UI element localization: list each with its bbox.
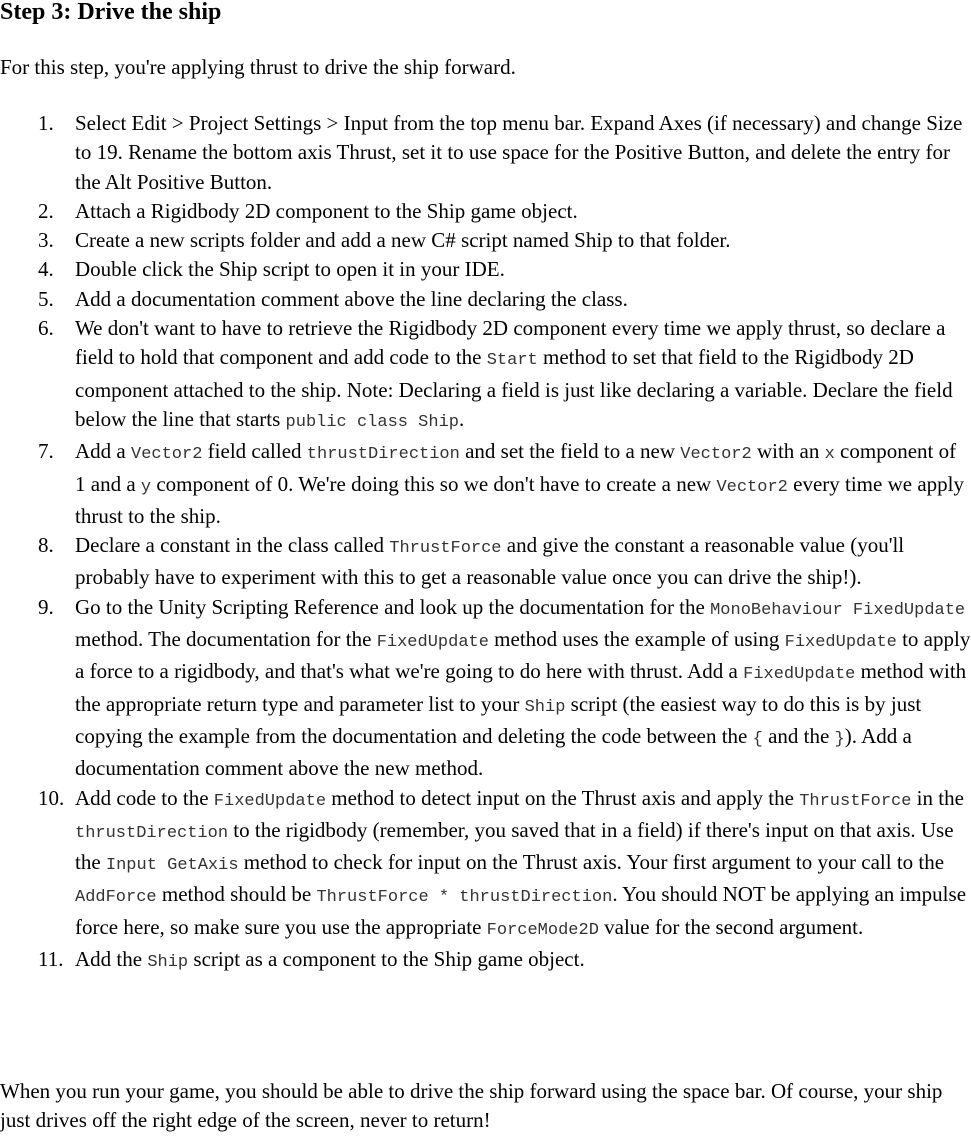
step-heading: Step 3: Drive the ship	[0, 0, 222, 25]
list-item	[0, 285, 971, 314]
inline-code: MonoBehaviour FixedUpdate	[710, 600, 966, 620]
list-item-number: 2.	[38, 198, 54, 223]
list-item-text	[75, 437, 971, 531]
inline-code: ThrustForce	[389, 539, 502, 559]
text-run: Create a new scripts folder and add a new C# script named Ship to that folder.	[75, 228, 731, 253]
list-item-number: 1.	[38, 111, 54, 135]
text-run: method to detect input on the Thrust axis and apply the	[326, 785, 800, 810]
text-run: We don't want to have to retrieve the Rigidbody 2D component every time we apply thrust, so declare a field to hold that component and add code to the	[75, 316, 946, 370]
inline-code: {	[752, 729, 763, 749]
list-item-number: 9.	[38, 594, 54, 619]
text-run: component of 1 and a	[75, 439, 957, 496]
list-item	[0, 945, 971, 977]
list-item-number: 8.	[38, 533, 54, 558]
list-item-number: 10.	[38, 785, 65, 810]
text-run: field called	[202, 439, 307, 464]
list-item-text	[75, 285, 971, 314]
list-item	[0, 255, 971, 284]
inline-code: Vector2	[716, 477, 788, 497]
text-run: Add code to the	[75, 785, 214, 810]
text-run: Add the	[75, 947, 148, 972]
list-item	[0, 531, 971, 593]
list-item-number: 11.	[38, 947, 64, 972]
inline-code: Vector2	[131, 445, 203, 465]
list-item-text	[75, 109, 971, 197]
list-item-number: 6.	[38, 316, 54, 341]
inline-code: x	[824, 445, 835, 465]
text-run: method uses the example of using	[488, 627, 785, 652]
inline-code: Ship	[147, 953, 189, 973]
list-item	[0, 109, 971, 197]
list-item-number: 7.	[38, 439, 54, 464]
text-run: in the	[911, 785, 964, 810]
text-run: script as a component to the Ship game object.	[188, 947, 585, 972]
text-run: and give the constant a reasonable value (you'll probably have to experiment with this to get a reasonable value once you can drive the ship!).	[75, 533, 905, 590]
list-item-text	[75, 197, 971, 226]
closing-paragraph: When you run your game, you should be able to drive the ship forward using the space bar. Of course, your ship just drives off the right edge of the screen, never to return!	[0, 1079, 943, 1133]
text-run: . You should NOT be applying an impulse force here, so make sure you use the appropriate	[75, 882, 967, 939]
inline-code: y	[140, 477, 152, 497]
inline-code: Input GetAxis	[105, 856, 239, 876]
inline-code: thrustDirection	[306, 445, 460, 465]
inline-code: Ship	[524, 697, 566, 717]
list-item	[0, 314, 971, 437]
intro-paragraph: For this step, you're applying thrust to drive the ship forward.	[0, 55, 516, 79]
list-item-number: 4.	[38, 257, 54, 282]
inline-code: FixedUpdate	[376, 633, 489, 653]
text-run: to the rigidbody (remember, you saved that in a field) if there's input on that axis. Use the	[75, 817, 954, 875]
text-run: Add a	[75, 439, 131, 464]
text-run: .	[458, 406, 465, 431]
inline-code: FixedUpdate	[213, 791, 327, 811]
text-run: and set the field to a new	[459, 439, 681, 464]
list-item-text	[75, 945, 971, 977]
text-run: method should be	[156, 882, 317, 907]
inline-code: Vector2	[680, 445, 752, 465]
instruction-list	[0, 109, 971, 977]
inline-code: }	[834, 729, 845, 749]
list-item-text	[75, 314, 971, 437]
list-item	[0, 593, 971, 784]
text-run: Double click the Ship script to open it in your IDE.	[75, 257, 505, 282]
inline-code: ThrustForce	[799, 791, 912, 811]
text-run: method to set that field to the Rigidbody 2D component attached to the ship. Note: Declaring a field is just like declaring a variable. Declare the field below the line that starts	[75, 345, 953, 431]
inline-code: AddForce	[75, 888, 157, 908]
list-item	[0, 197, 971, 226]
text-run: method to check for input on the Thrust axis. Your first argument to your call to the	[238, 850, 945, 875]
inline-code: thrustDirection	[75, 823, 229, 843]
text-run: Declare a constant in the class called	[75, 533, 390, 558]
text-run: to apply a force to a rigidbody, and that's what we're going to do here with thrust. Add a	[75, 627, 971, 684]
list-item-number: 5.	[38, 286, 54, 311]
inline-code: ThrustForce * thrustDirection	[316, 888, 613, 908]
text-run: Add a documentation comment above the line declaring the class.	[75, 286, 628, 311]
text-run: Select Edit > Project Settings > Input from the top menu bar. Expand Axes (if necessary) and change Size to 19. Rename the bottom axis Thrust, set it to use space for the Positive Button, and delete the entry for the Alt Positive Button.	[75, 111, 963, 194]
text-run: every time we apply thrust to the ship.	[75, 471, 964, 528]
text-run: method with the appropriate return type and parameter list to your	[75, 659, 967, 716]
text-run: ). Add a documentation comment above the new method.	[75, 723, 912, 781]
inline-code: FixedUpdate	[743, 665, 856, 685]
list-item	[0, 226, 971, 255]
list-item-text	[75, 784, 971, 945]
text-run: and the	[762, 723, 835, 748]
list-item-text	[75, 531, 971, 593]
list-item-number: 3.	[38, 228, 54, 253]
text-run: component of 0. We're doing this so we don't have to create a new	[151, 471, 717, 496]
inline-code: public class Ship	[285, 412, 459, 432]
list-item-text	[75, 255, 971, 284]
inline-code: ForceMode2D	[486, 920, 599, 940]
text-run: method. The documentation for the	[75, 627, 377, 652]
list-item	[0, 784, 971, 945]
list-item-text	[75, 226, 971, 255]
text-run: script (the easiest way to do this is by just copying the example from the documentation and deleting the code between the	[75, 691, 922, 748]
text-run: value for the second argument.	[598, 914, 864, 939]
text-run: Attach a Rigidbody 2D component to the Ship game object.	[75, 198, 578, 223]
inline-code: FixedUpdate	[784, 633, 897, 653]
list-item-text	[75, 593, 971, 784]
text-run: with an	[751, 439, 825, 464]
list-item	[0, 437, 971, 531]
text-run: Go to the Unity Scripting Reference and look up the documentation for the	[75, 594, 711, 619]
inline-code: Start	[486, 351, 538, 371]
